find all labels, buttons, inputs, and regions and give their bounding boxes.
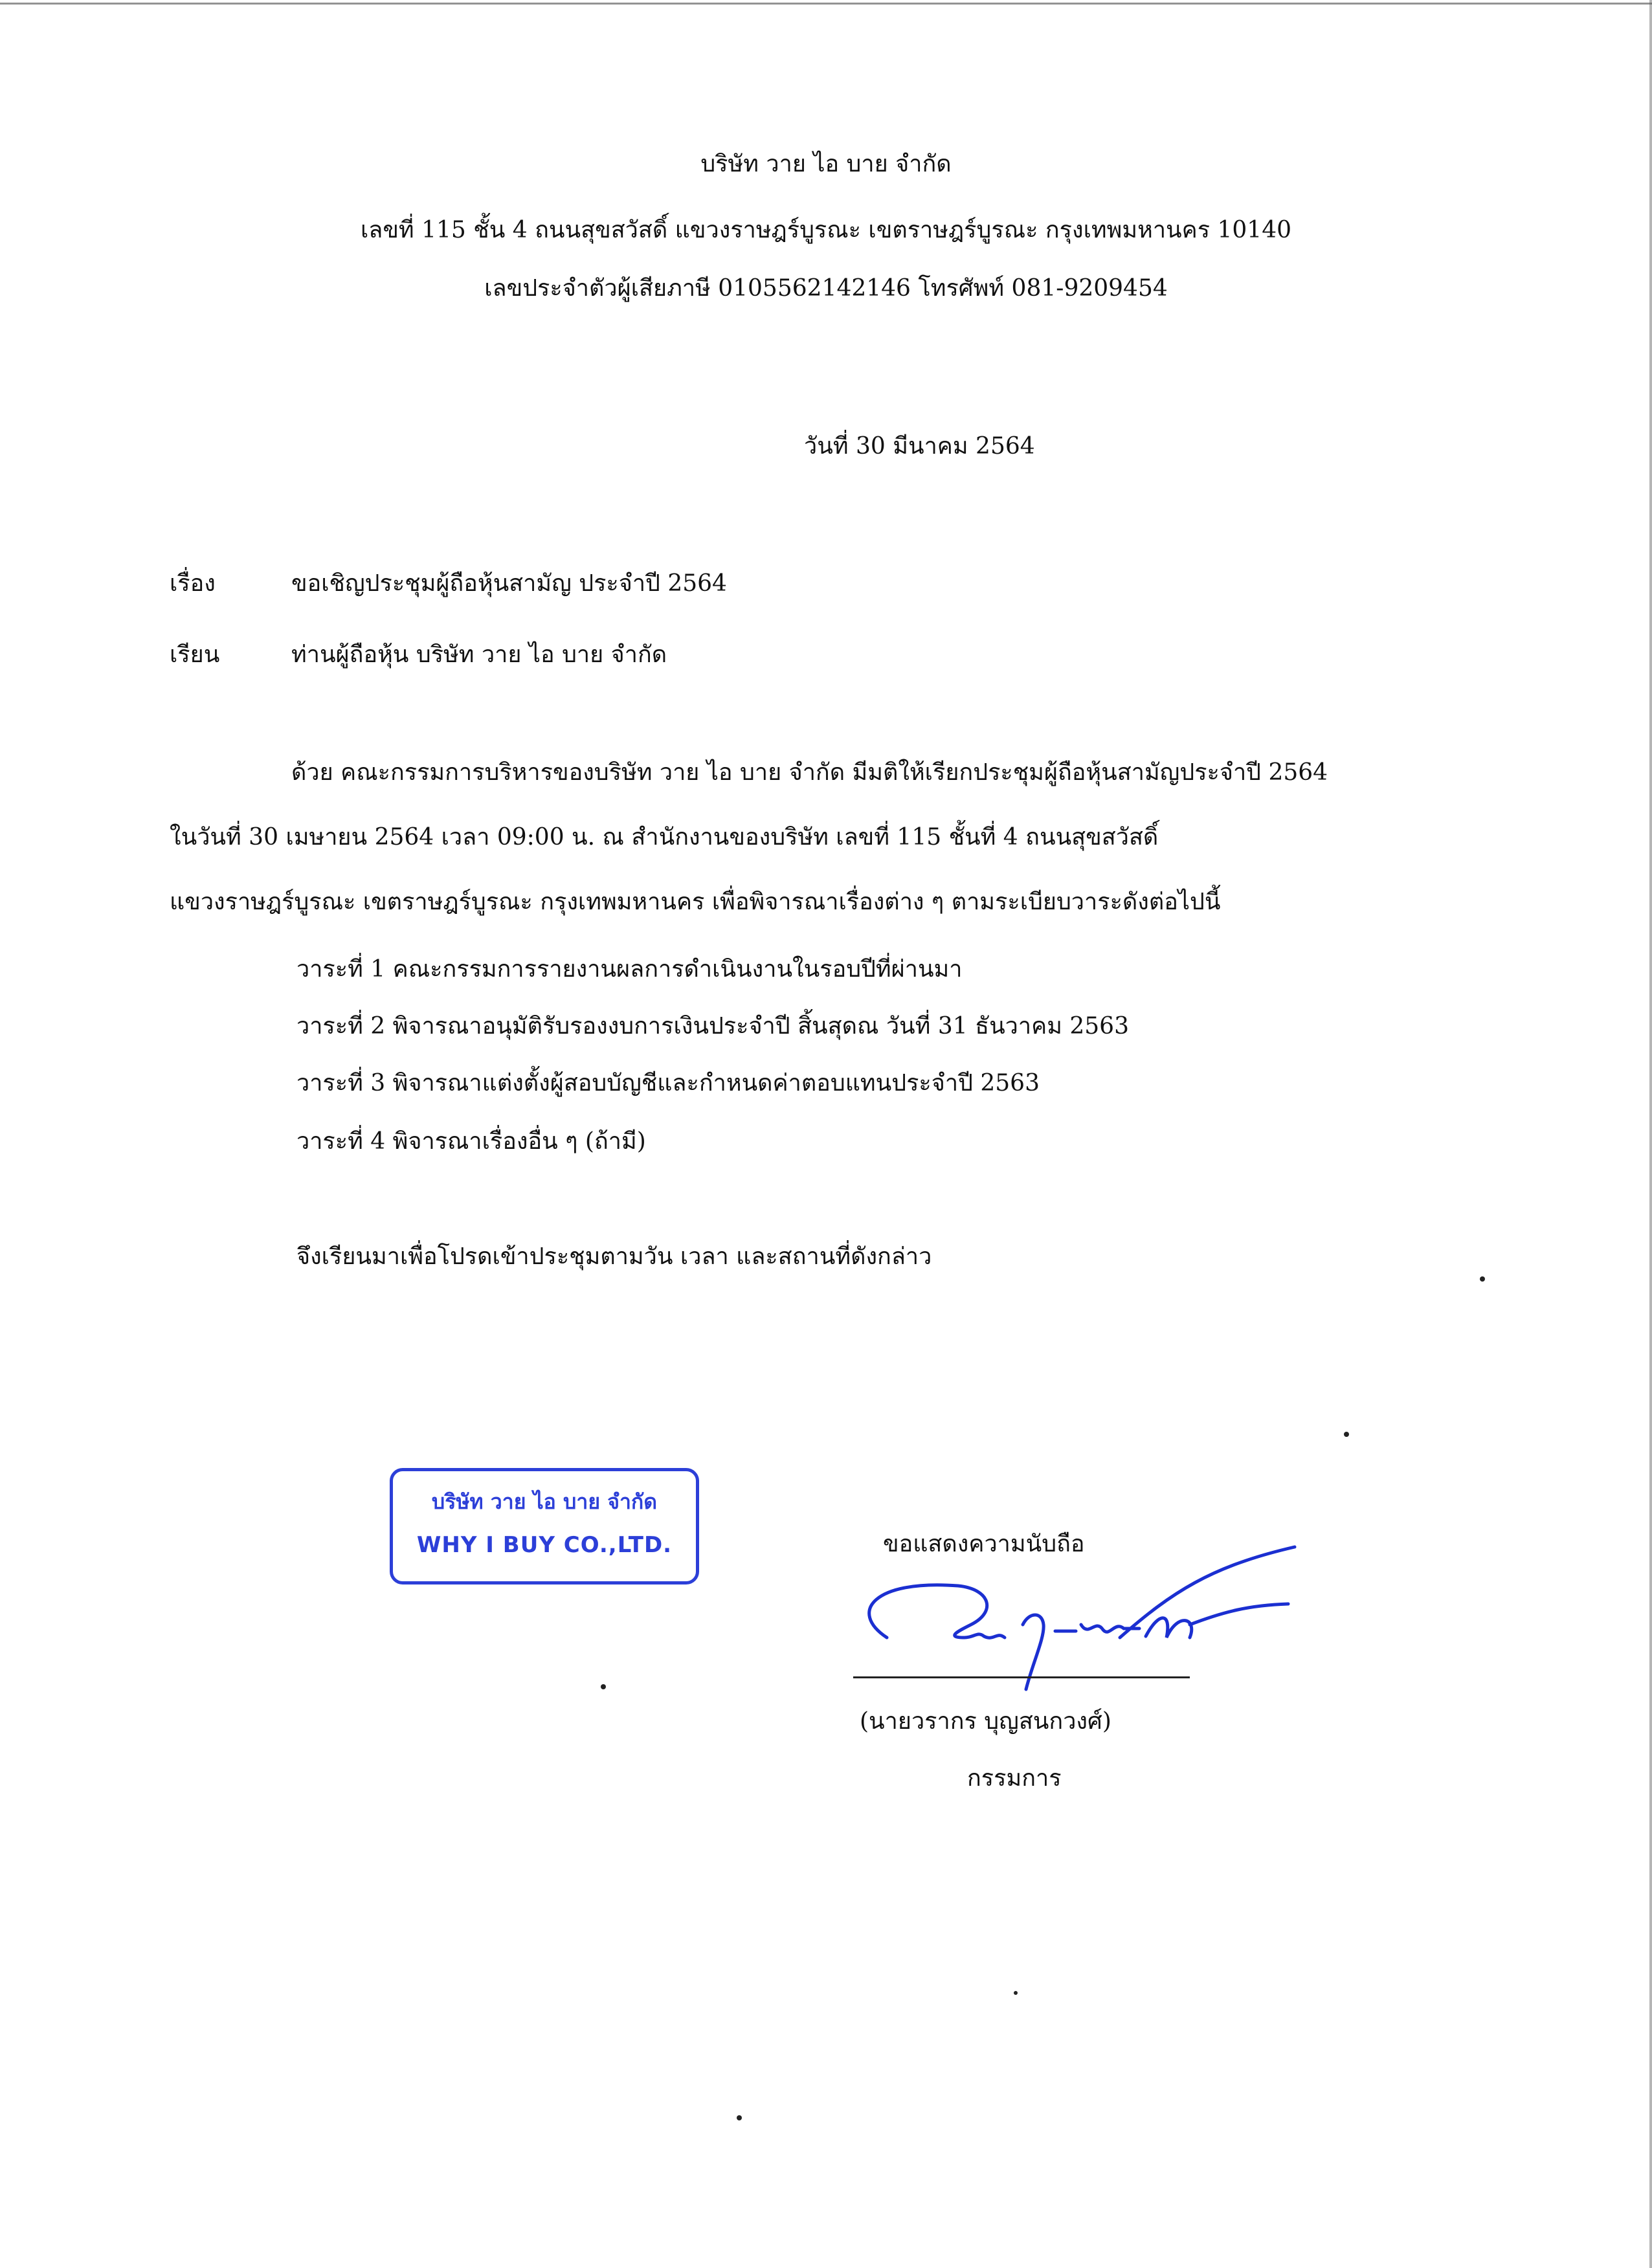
stamp-thai-name: บริษัท วาย ไอ บาย จำกัด <box>431 1489 658 1514</box>
agenda-item: วาระที่ 4 พิจารณาเรื่องอื่น ๆ (ถ้ามี) <box>296 1128 646 1155</box>
scan-speck <box>737 2115 742 2120</box>
company-address: เลขที่ 115 ชั้น 4 ถนนสุขสวัสดิ์ แขวงราษฎร์บูรณะ เขตราษฎร์บูรณะ กรุงเทพมหานคร 10140 <box>360 217 1292 243</box>
agenda-item: วาระที่ 2 พิจารณาอนุมัติรับรองงบการเงินประจำปี สิ้นสุดณ วันที่ 31 ธันวาคม 2563 <box>296 1013 1129 1040</box>
scan-speck <box>1344 1432 1349 1437</box>
signer-name: (นายวรากร บุญสนกวงศ์) <box>860 1708 1111 1735</box>
scan-speck <box>1014 1991 1018 1995</box>
scan-speck <box>601 1684 606 1689</box>
closing-text: จึงเรียนมาเพื่อโปรดเข้าประชุมตามวัน เวลา และสถานที่ดังกล่าว <box>296 1243 932 1270</box>
scan-speck <box>1480 1276 1485 1282</box>
signature-line <box>853 1676 1190 1678</box>
recipient-value: ท่านผู้ถือหุ้น บริษัท วาย ไอ บาย จำกัด <box>291 641 667 668</box>
signer-title: กรรมการ <box>967 1765 1062 1792</box>
scan-edge-top <box>0 3 1652 5</box>
subject-label: เรื่อง <box>170 570 216 597</box>
agenda-item: วาระที่ 3 พิจารณาแต่งตั้งผู้สอบบัญชีและกำหนดค่าตอบแทนประจำปี 2563 <box>296 1070 1040 1096</box>
company-stamp <box>390 1468 699 1584</box>
company-tax-phone: เลขประจำตัวผู้เสียภาษี 0105562142146 โทรศัพท์ 081-9209454 <box>484 275 1168 302</box>
regards-text: ขอแสดงความนับถือ <box>883 1531 1085 1557</box>
body-line-3: แขวงราษฎร์บูรณะ เขตราษฎร์บูรณะ กรุงเทพมหานคร เพื่อพิจารณาเรื่องต่าง ๆ ตามระเบียบวาระดังต่อไปนี้ <box>170 889 1221 915</box>
letter-date: วันที่ 30 มีนาคม 2564 <box>804 433 1035 460</box>
body-line-1: ด้วย คณะกรรมการบริหารของบริษัท วาย ไอ บาย จำกัด มีมติให้เรียกประชุมผู้ถือหุ้นสามัญประจำปี 2564 <box>291 759 1328 786</box>
subject-value: ขอเชิญประชุมผู้ถือหุ้นสามัญ ประจำปี 2564 <box>291 570 727 597</box>
recipient-label: เรียน <box>170 641 220 668</box>
stamp-english-name: WHY I BUY CO.,LTD. <box>416 1532 673 1558</box>
body-line-2: ในวันที่ 30 เมษายน 2564 เวลา 09:00 น. ณ สำนักงานของบริษัท เลขที่ 115 ชั้นที่ 4 ถนนสุขสวัสดิ์ <box>170 824 1159 850</box>
agenda-item: วาระที่ 1 คณะกรรมการรายงานผลการดำเนินงานในรอบปีที่ผ่านมา <box>296 956 963 983</box>
handwritten-signature <box>835 1540 1327 1696</box>
company-name: บริษัท วาย ไอ บาย จำกัด <box>700 151 952 177</box>
scan-edge-right <box>1649 0 1652 2268</box>
